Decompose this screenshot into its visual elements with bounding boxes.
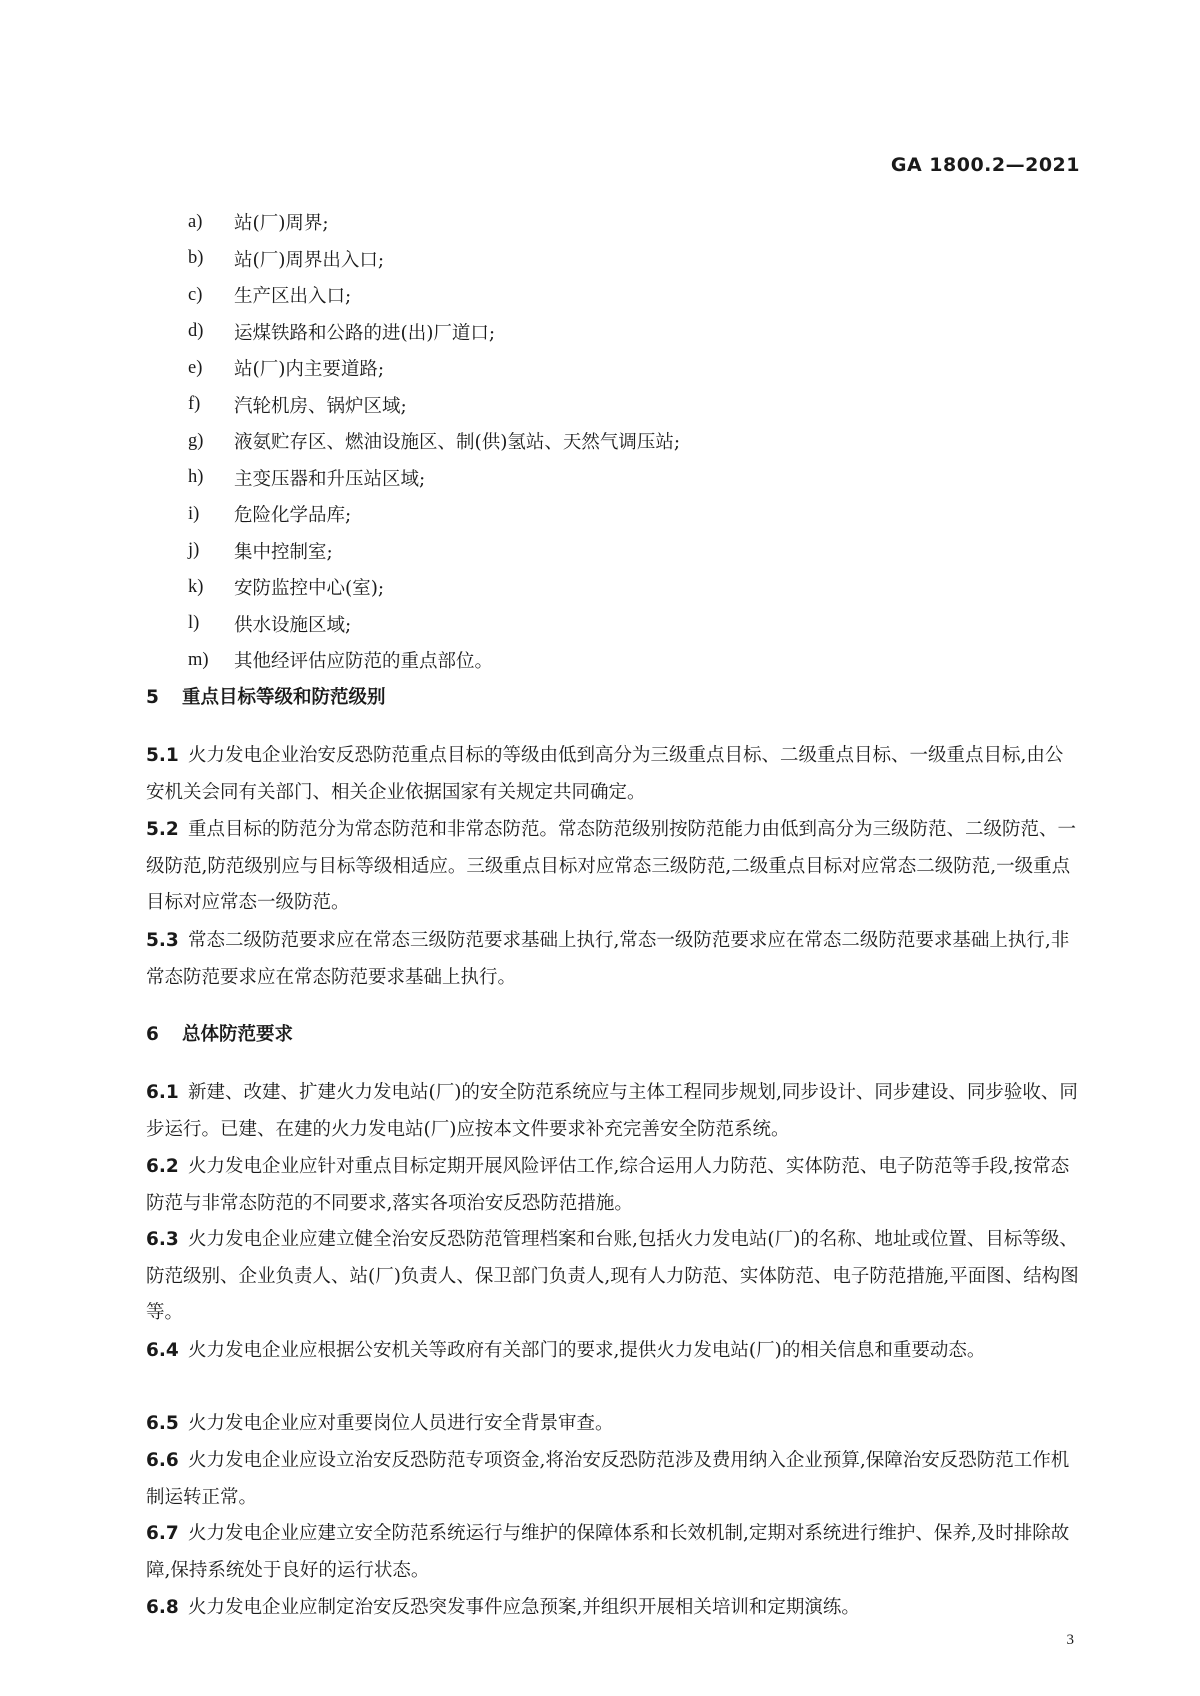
list-item	[188, 423, 680, 460]
clause-text: 常态二级防范要求应在常态三级防范要求基础上执行,常态一级防范要求应在常态二级防范要求基础上执行,非常态防范要求应在常态防范要求基础上执行。	[146, 930, 1070, 988]
clause-text: 火力发电企业应建立健全治安反恐防范管理档案和台账,包括火力发电站(厂)的名称、地址或位置、目标等级、防范级别、企业负责人、站(厂)负责人、保卫部门负责人,现有人力防范、实体防范、电子防范措施,平面图、结构图等。	[146, 1229, 1079, 1323]
list-item-label: e)	[188, 357, 203, 378]
list-item-text: 汽轮机房、锅炉区域;	[234, 395, 407, 417]
list-item-text: 集中控制室;	[234, 541, 333, 563]
list-item-label: h)	[188, 467, 204, 488]
list-item-text: 生产区出入口;	[234, 286, 352, 308]
list-item-text: 液氨贮存区、燃油设施区、制(供)氢站、天然气调压站;	[234, 432, 681, 454]
clause-text: 新建、改建、扩建火力发电站(厂)的安全防范系统应与主体工程同步规划,同步设计、同步建设、同步验收、同步运行。已建、在建的火力发电站(厂)应按本文件要求补充完善安全防范系统。	[146, 1082, 1078, 1140]
clause-number: 6.1	[146, 1082, 179, 1103]
section-6-heading	[146, 1020, 293, 1046]
list-item-text: 主变压器和升压站区域;	[234, 468, 426, 490]
list-item-label: m)	[188, 649, 209, 670]
clause-number: 6.2	[146, 1156, 179, 1177]
list-item-label: l)	[188, 613, 200, 634]
list-item	[188, 642, 680, 679]
clause-text: 火力发电企业应对重要岗位人员进行安全背景审查。	[188, 1413, 614, 1434]
clause-6-3	[146, 1222, 1080, 1332]
clause-text: 火力发电企业应根据公安机关等政府有关部门的要求,提供火力发电站(厂)的相关信息和重要动态。	[188, 1340, 986, 1361]
clause-number: 6.3	[146, 1229, 179, 1250]
section-title: 重点目标等级和防范级别	[182, 687, 386, 708]
list-item-text: 安防监控中心(室);	[234, 578, 385, 600]
clause-text: 火力发电企业应建立安全防范系统运行与维护的保障体系和长效机制,定期对系统进行维护、保养,及时排除故障,保持系统处于良好的运行状态。	[146, 1523, 1070, 1581]
clause-5-1	[146, 738, 1080, 811]
list-item	[188, 533, 680, 570]
list-item	[188, 387, 680, 424]
clause-number: 6.4	[146, 1340, 179, 1361]
list-item	[188, 569, 680, 606]
list-item-label: c)	[188, 284, 203, 305]
clause-number: 5.2	[146, 819, 179, 840]
clause-5-2	[146, 812, 1080, 922]
list-item	[188, 314, 680, 351]
clause-6-7	[146, 1516, 1080, 1589]
list-item-label: d)	[188, 321, 204, 342]
list-item	[188, 277, 680, 314]
list-item	[188, 496, 680, 533]
clause-number: 6.7	[146, 1523, 179, 1544]
clause-number: 5.1	[146, 745, 179, 766]
clause-6-1	[146, 1075, 1080, 1148]
clause-6-5	[146, 1406, 1080, 1443]
list-item-label: k)	[188, 576, 204, 597]
list-item-label: f)	[188, 394, 201, 415]
clause-6-4	[146, 1333, 1080, 1370]
list-item-text: 危险化学品库;	[234, 505, 352, 527]
list-item-label: j)	[188, 540, 200, 561]
section-number: 6	[146, 1024, 159, 1045]
clause-text: 火力发电企业治安反恐防范重点目标的等级由低到高分为三级重点目标、二级重点目标、一级重点目标,由公安机关会同有关部门、相关企业依据国家有关规定共同确定。	[146, 745, 1064, 803]
list-item	[188, 350, 680, 387]
list-item-text: 站(厂)内主要道路;	[234, 359, 385, 381]
list-item	[188, 606, 680, 643]
clause-text: 重点目标的防范分为常态防范和非常态防范。常态防范级别按防范能力由低到高分为三级防范、二级防范、一级防范,防范级别应与目标等级相适应。三级重点目标对应常态三级防范,二级重点目标对应常态二级防范,一级重点目标对应常态一级防范。	[146, 819, 1077, 913]
section-title: 总体防范要求	[182, 1024, 294, 1045]
page-number: 3	[1066, 1632, 1074, 1648]
list-item-label: b)	[188, 248, 204, 269]
clause-6-6	[146, 1443, 1080, 1516]
list-item-label: a)	[188, 211, 203, 232]
key-areas-list	[188, 204, 680, 679]
section-number: 5	[146, 687, 159, 708]
clause-6-8	[146, 1590, 1080, 1627]
clause-number: 6.6	[146, 1450, 179, 1471]
list-item-text: 站(厂)周界出入口;	[234, 249, 385, 271]
clause-number: 5.3	[146, 930, 179, 951]
list-item	[188, 204, 680, 241]
list-item-text: 其他经评估应防范的重点部位。	[234, 651, 494, 673]
clause-number: 6.5	[146, 1413, 179, 1434]
clause-6-2	[146, 1149, 1080, 1222]
list-item-text: 站(厂)周界;	[234, 213, 329, 235]
list-item	[188, 460, 680, 497]
clause-text: 火力发电企业应制定治安反恐突发事件应急预案,并组织开展相关培训和定期演练。	[188, 1597, 860, 1618]
list-item-text: 供水设施区域;	[234, 614, 352, 636]
clause-text: 火力发电企业应设立治安反恐防范专项资金,将治安反恐防范涉及费用纳入企业预算,保障治安反恐防范工作机制运转正常。	[146, 1450, 1070, 1508]
clause-5-3	[146, 923, 1080, 996]
list-item	[188, 241, 680, 278]
standard-code: GA 1800.2—2021	[890, 154, 1080, 176]
clause-text: 火力发电企业应针对重点目标定期开展风险评估工作,综合运用人力防范、实体防范、电子防范等手段,按常态防范与非常态防范的不同要求,落实各项治安反恐防范措施。	[146, 1156, 1070, 1214]
list-item-label: i)	[188, 503, 200, 524]
list-item-label: g)	[188, 430, 204, 451]
section-5-heading	[146, 683, 386, 709]
clause-number: 6.8	[146, 1597, 179, 1618]
list-item-text: 运煤铁路和公路的进(出)厂道口;	[234, 322, 496, 344]
